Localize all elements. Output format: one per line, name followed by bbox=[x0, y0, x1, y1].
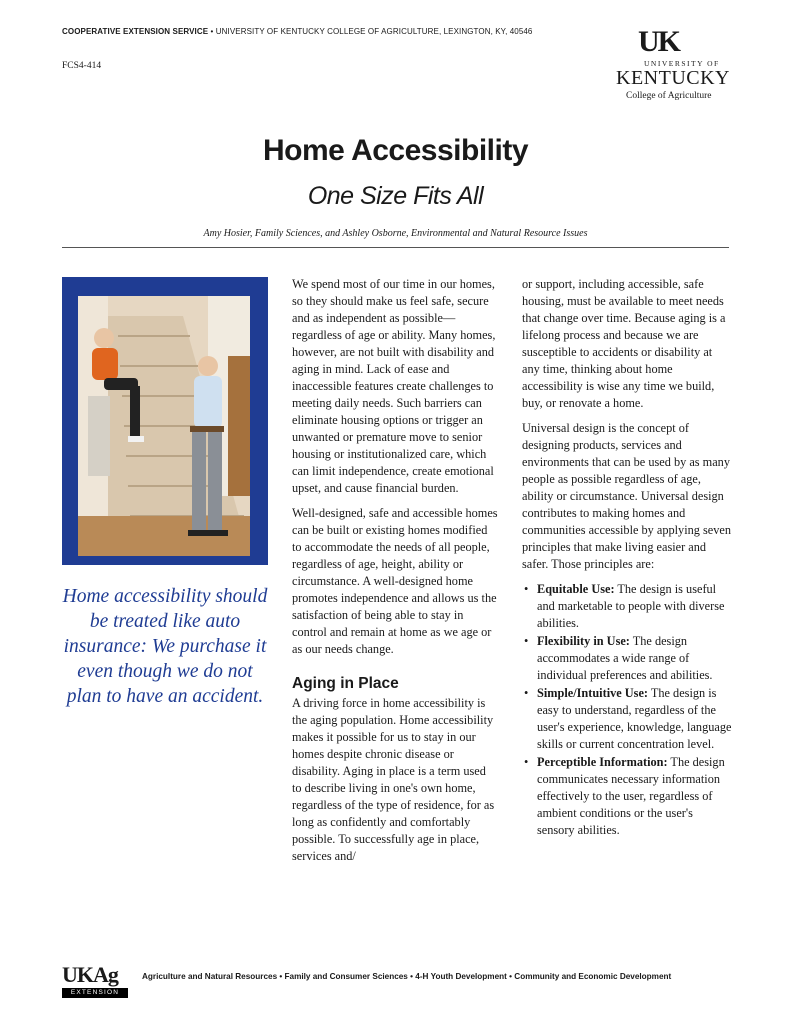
list-item bbox=[522, 685, 732, 753]
universal-design-paragraph: Universal design is the concept of designing products, services and environments that can be used by as many people as possible regardless of age, ability or circumstance. Universal design contributes to making homes and communities accessible by applying seven principles that make living easier and safer. Those principles are: bbox=[522, 421, 731, 571]
uk-logo-college: College of Agriculture bbox=[626, 91, 712, 101]
principle-text: The design is easy to understand, regardless of the user's experience, knowledge, language skills or current concentration level. bbox=[537, 686, 732, 751]
bullet-icon: • bbox=[524, 582, 529, 596]
bullet-icon: • bbox=[524, 634, 529, 648]
pull-quote: Home accessibility should be treated like auto insurance: We purchase it even though we do not plan to have an accident. bbox=[62, 586, 268, 707]
header-service-address: • UNIVERSITY OF KENTUCKY COLLEGE OF AGRICULTURE, LEXINGTON, KY, 40546 bbox=[208, 27, 533, 36]
support-paragraph: or support, including accessible, safe housing, must be available to meet needs that change over time. Because aging is a lifelong process and because we are susceptible to accidents or disability at any time, thinking about home accessibility is wise any time we build, buy, or renovate a home. bbox=[522, 277, 726, 410]
document-authors: Amy Hosier, Family Sciences, and Ashley Osborne, Environmental and Natural Resource Issues bbox=[203, 228, 588, 239]
uk-college-logo bbox=[610, 26, 734, 106]
list-item bbox=[522, 754, 732, 839]
header-service-name: COOPERATIVE EXTENSION SERVICE bbox=[62, 27, 209, 36]
uk-logo-university-of: UNIVERSITY OF bbox=[644, 59, 720, 68]
principle-term: Equitable Use: bbox=[537, 582, 615, 596]
bullet-icon: • bbox=[524, 686, 529, 700]
principle-text: The design accommodates a wide range of individual preferences and abilities. bbox=[537, 634, 713, 682]
principles-list bbox=[522, 581, 732, 839]
list-item bbox=[522, 581, 732, 632]
list-item bbox=[522, 633, 732, 684]
principle-text: The design is useful and marketable to people with diverse abilities. bbox=[537, 582, 725, 630]
stair-lift-photo bbox=[78, 296, 250, 556]
header-service-line bbox=[62, 27, 622, 36]
column-two bbox=[522, 276, 732, 840]
uk-logo-mark: UK bbox=[638, 25, 679, 58]
ukag-extension-logo bbox=[62, 962, 132, 998]
principle-term: Perceptible Information: bbox=[537, 755, 668, 769]
section-heading-aging-in-place: Aging in Place bbox=[292, 675, 399, 692]
extension-label: EXTENSION bbox=[62, 988, 128, 998]
document-subtitle: One Size Fits All bbox=[307, 182, 484, 210]
principle-term: Simple/Intuitive Use: bbox=[537, 686, 649, 700]
principle-term: Flexibility in Use: bbox=[537, 634, 630, 648]
column-one bbox=[292, 276, 498, 873]
intro-paragraph: We spend most of our time in our homes, so they should make us feel safe, secure and as independent as possible—regardless of age or ability. Many homes, however, are not built with disability and aging in mind. Lack of ease and inaccessible features create challenges to meeting daily needs. Such barriers can eliminate housing options or trigger an unwanted or premature move to senior housing or institutionalized care, which can limit independence, create emotional upset, and cause financial burden. bbox=[292, 277, 496, 495]
uk-logo-kentucky: KENTUCKY bbox=[616, 67, 730, 89]
document-title: Home Accessibility bbox=[263, 134, 528, 167]
ukag-logo-text: UKAg bbox=[62, 962, 118, 987]
publication-code: FCS4-414 bbox=[62, 61, 102, 71]
bullet-icon: • bbox=[524, 755, 529, 769]
aging-paragraph: A driving force in home accessibility is the aging population. Home accessibility makes it possible for us to stay in our homes despite chronic disease or disability. Aging in place is a term used to describe living in one's own home, regardless of the type of residence, for as long as confidently and comfortably possible. To successfully age in place, services and/ bbox=[292, 696, 495, 863]
design-paragraph: Well-designed, safe and accessible homes can be built or existing homes modified to accommodate the needs of all people, regardless of age, height, ability or circumstance. A well-designed home promotes independence and allows us the satisfaction of being able to stay in control and remain at home as we age or as our needs change. bbox=[292, 506, 498, 656]
footer-programs: Agriculture and Natural Resources • Family and Consumer Sciences • 4-H Youth Development • Community and Economic Development bbox=[142, 972, 672, 981]
principle-text: The design communicates necessary information effectively to the user, regardless of ambient conditions or the user's sensory abilities. bbox=[537, 755, 725, 837]
title-divider bbox=[62, 247, 729, 248]
